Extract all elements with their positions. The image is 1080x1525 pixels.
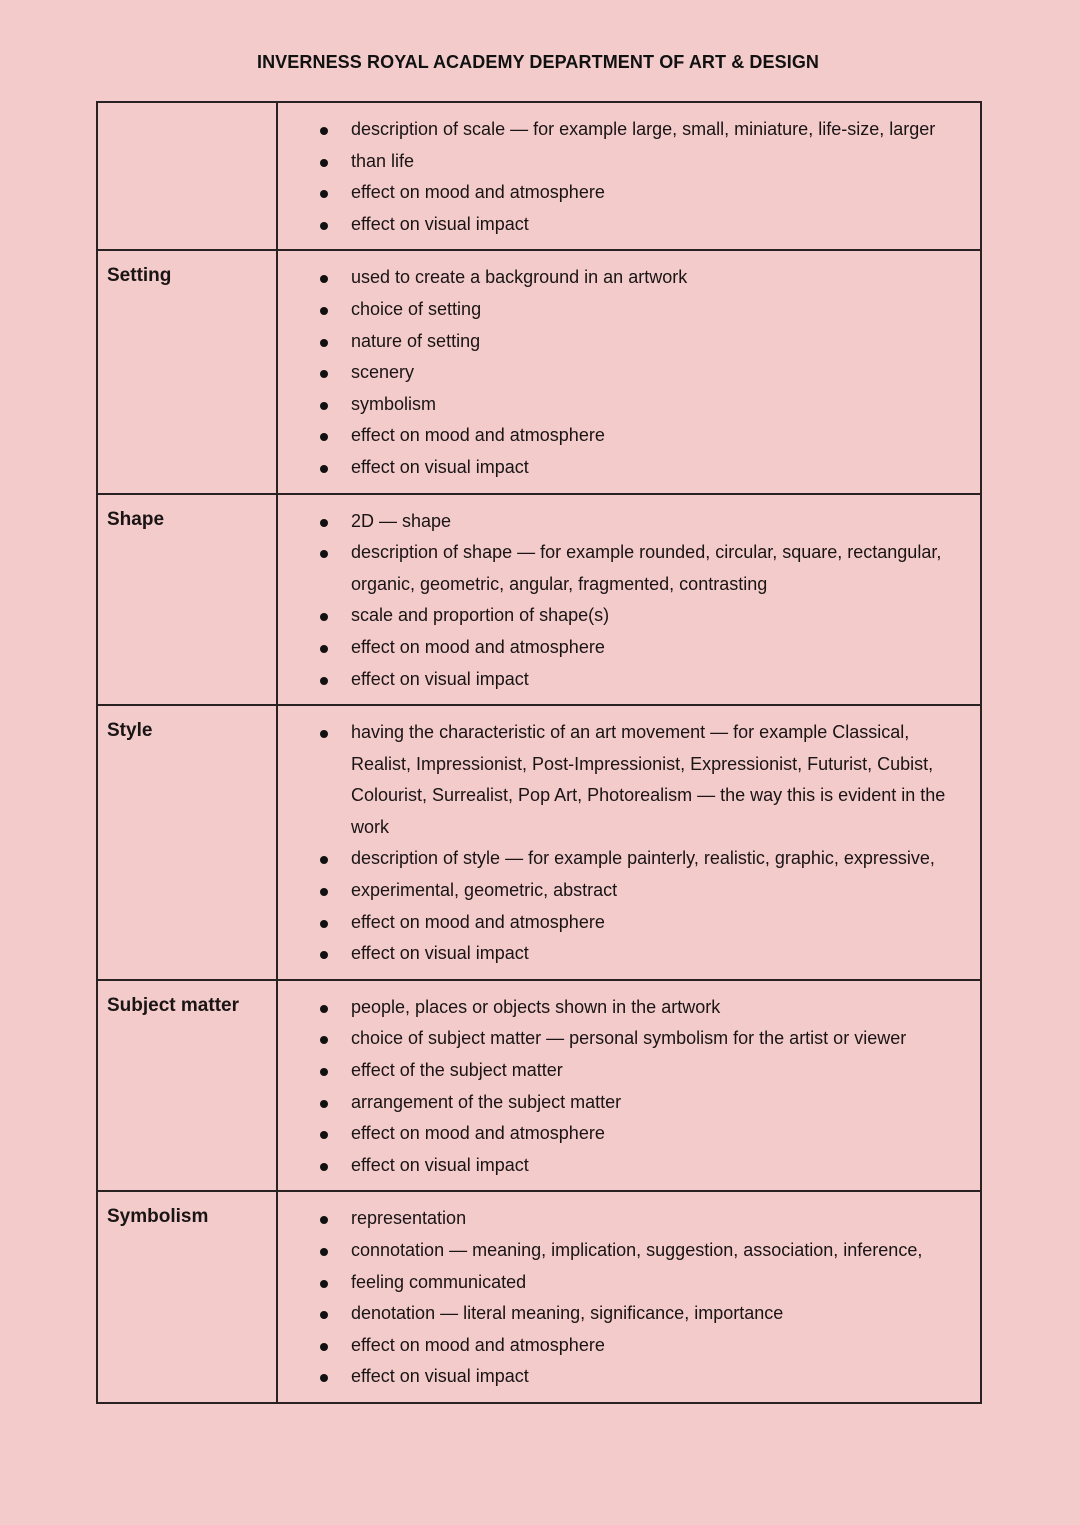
term-cell <box>97 1191 277 1403</box>
list-item-text: effect on mood and atmosphere <box>351 425 605 446</box>
list-item <box>278 114 980 146</box>
list-item-text: description of shape — for example rounded, circular, square, rectangular, organic, geometric, angular, fragmented, contrasting <box>351 542 942 594</box>
bullet-icon <box>320 1036 328 1044</box>
table-row-shape <box>97 494 981 706</box>
bullet-icon <box>320 951 328 959</box>
list-item-text: feeling communicated <box>351 1271 527 1292</box>
term-cell <box>97 705 277 980</box>
list-item-text: effect on mood and atmosphere <box>351 1123 605 1144</box>
bullet-icon <box>320 1216 328 1224</box>
list-item-text: representation <box>351 1208 467 1229</box>
term-cell <box>97 494 277 706</box>
list-item-text: effect on visual impact <box>351 668 529 689</box>
bullet-icon <box>320 190 328 198</box>
bullet-icon <box>320 613 328 621</box>
term-label: Style <box>107 720 153 742</box>
points-cell <box>277 250 981 493</box>
bullet-icon <box>320 1131 328 1139</box>
bullet-icon <box>320 856 328 864</box>
points-cell <box>277 102 981 250</box>
term-label: Symbolism <box>107 1206 209 1228</box>
bullet-list <box>278 1192 980 1402</box>
points-cell <box>277 980 981 1192</box>
list-item <box>278 664 980 696</box>
table-row-subject-matter <box>97 980 981 1192</box>
list-item <box>278 294 980 326</box>
criteria-table <box>96 101 982 1404</box>
list-item-text: effect on visual impact <box>351 1366 529 1387</box>
points-cell <box>277 1191 981 1403</box>
list-item-text: effect on visual impact <box>351 456 529 477</box>
list-item <box>278 1087 980 1119</box>
bullet-icon <box>320 402 328 410</box>
bullet-icon <box>320 888 328 896</box>
list-item-text: connotation — meaning, implication, suggestion, association, inference, <box>351 1240 923 1260</box>
list-item <box>278 907 980 939</box>
bullet-list <box>278 706 980 979</box>
bullet-icon <box>320 1068 328 1076</box>
bullet-icon <box>320 677 328 685</box>
bullet-list <box>278 103 980 249</box>
list-item <box>278 600 980 632</box>
list-item-text: effect on mood and atmosphere <box>351 182 605 203</box>
bullet-icon <box>320 1100 328 1108</box>
term-cell <box>97 980 277 1192</box>
bullet-icon <box>320 465 328 473</box>
table-row-symbolism <box>97 1191 981 1403</box>
list-item <box>278 177 980 209</box>
bullet-icon <box>320 920 328 928</box>
table-row-style <box>97 705 981 980</box>
list-item-text: scenery <box>351 362 415 383</box>
list-item <box>278 1361 980 1393</box>
term-label: Subject matter <box>107 994 239 1016</box>
list-item-text: people, places or objects shown in the artwork <box>351 996 721 1017</box>
list-item-text: experimental, geometric, abstract <box>351 880 618 901</box>
bullet-icon <box>320 159 328 167</box>
points-cell <box>277 494 981 706</box>
bullet-icon <box>320 307 328 315</box>
points-cell <box>277 705 981 980</box>
list-item <box>278 209 980 241</box>
list-item <box>278 632 980 664</box>
term-label: Setting <box>107 265 172 287</box>
bullet-icon <box>320 127 328 135</box>
list-item <box>278 992 980 1024</box>
list-item-text: choice of setting <box>351 298 482 319</box>
bullet-icon <box>320 433 328 441</box>
criteria-table-body <box>97 102 981 1403</box>
list-item <box>278 420 980 452</box>
term-cell <box>97 250 277 493</box>
bullet-icon <box>320 275 328 283</box>
bullet-icon <box>320 1163 328 1171</box>
bullet-icon <box>320 1005 328 1013</box>
bullet-icon <box>320 645 328 653</box>
list-item <box>278 146 980 178</box>
bullet-icon <box>320 222 328 230</box>
list-item <box>278 717 980 843</box>
bullet-icon <box>320 550 328 558</box>
list-item <box>278 537 980 600</box>
bullet-icon <box>320 370 328 378</box>
list-item <box>278 1023 980 1055</box>
bullet-list <box>278 251 980 492</box>
term-label: Shape <box>107 508 165 530</box>
list-item-text: choice of subject matter — personal symbolism for the artist or viewer <box>351 1028 907 1049</box>
list-item <box>278 1118 980 1150</box>
table-row-setting <box>97 250 981 493</box>
list-item <box>278 326 980 358</box>
list-item-text: denotation — literal meaning, significance, importance <box>351 1303 784 1324</box>
list-item <box>278 938 980 970</box>
list-item-text: description of style — for example painterly, realistic, graphic, expressive, <box>351 848 935 869</box>
list-item-text: effect on visual impact <box>351 213 529 234</box>
bullet-icon <box>320 519 328 527</box>
list-item-text: description of scale — for example large, small, miniature, life-size, larger <box>351 119 936 139</box>
list-item <box>278 1330 980 1362</box>
list-item <box>278 843 980 875</box>
bullet-list <box>278 981 980 1191</box>
list-item-text: having the characteristic of an art movement — for example Classical, Realist, Impressionist, Post-Impressionist, Expressionist, Futurist, Cubist, Colourist, Surrealist, Pop Art, Photorealism — the way this is evident in the work <box>351 722 946 837</box>
term-cell <box>97 102 277 250</box>
list-item-text: nature of setting <box>351 330 481 351</box>
list-item <box>278 1055 980 1087</box>
list-item-text: scale and proportion of shape(s) <box>351 605 610 626</box>
bullet-icon <box>320 339 328 347</box>
list-item <box>278 452 980 484</box>
list-item <box>278 1298 980 1330</box>
term-label <box>98 103 276 115</box>
bullet-icon <box>320 1343 328 1351</box>
bullet-icon <box>320 1280 328 1288</box>
list-item <box>278 1150 980 1182</box>
list-item-text: arrangement of the subject matter <box>351 1091 622 1112</box>
list-item-text: used to create a background in an artwork <box>351 267 688 288</box>
list-item <box>278 1235 980 1267</box>
list-item <box>278 1267 980 1299</box>
list-item <box>278 875 980 907</box>
list-item-text: effect of the subject matter <box>351 1060 563 1081</box>
bullet-icon <box>320 730 328 738</box>
bullet-icon <box>320 1248 328 1256</box>
list-item-text: 2D — shape <box>351 510 452 531</box>
bullet-icon <box>320 1374 328 1382</box>
bullet-icon <box>320 1311 328 1319</box>
page-title: INVERNESS ROYAL ACADEMY DEPARTMENT OF ART & DESIGN <box>256 52 820 72</box>
list-item <box>278 1203 980 1235</box>
list-item-text: effect on mood and atmosphere <box>351 636 605 657</box>
list-item-text: effect on mood and atmosphere <box>351 1334 605 1355</box>
bullet-list <box>278 495 980 705</box>
list-item-text: than life <box>351 150 415 171</box>
list-item <box>278 506 980 538</box>
list-item-text: effect on visual impact <box>351 943 529 964</box>
list-item <box>278 357 980 389</box>
list-item-text: effect on visual impact <box>351 1154 529 1175</box>
list-item <box>278 389 980 421</box>
table-row-scale <box>97 102 981 250</box>
list-item-text: effect on mood and atmosphere <box>351 911 605 932</box>
list-item <box>278 262 980 294</box>
list-item-text: symbolism <box>351 393 437 414</box>
